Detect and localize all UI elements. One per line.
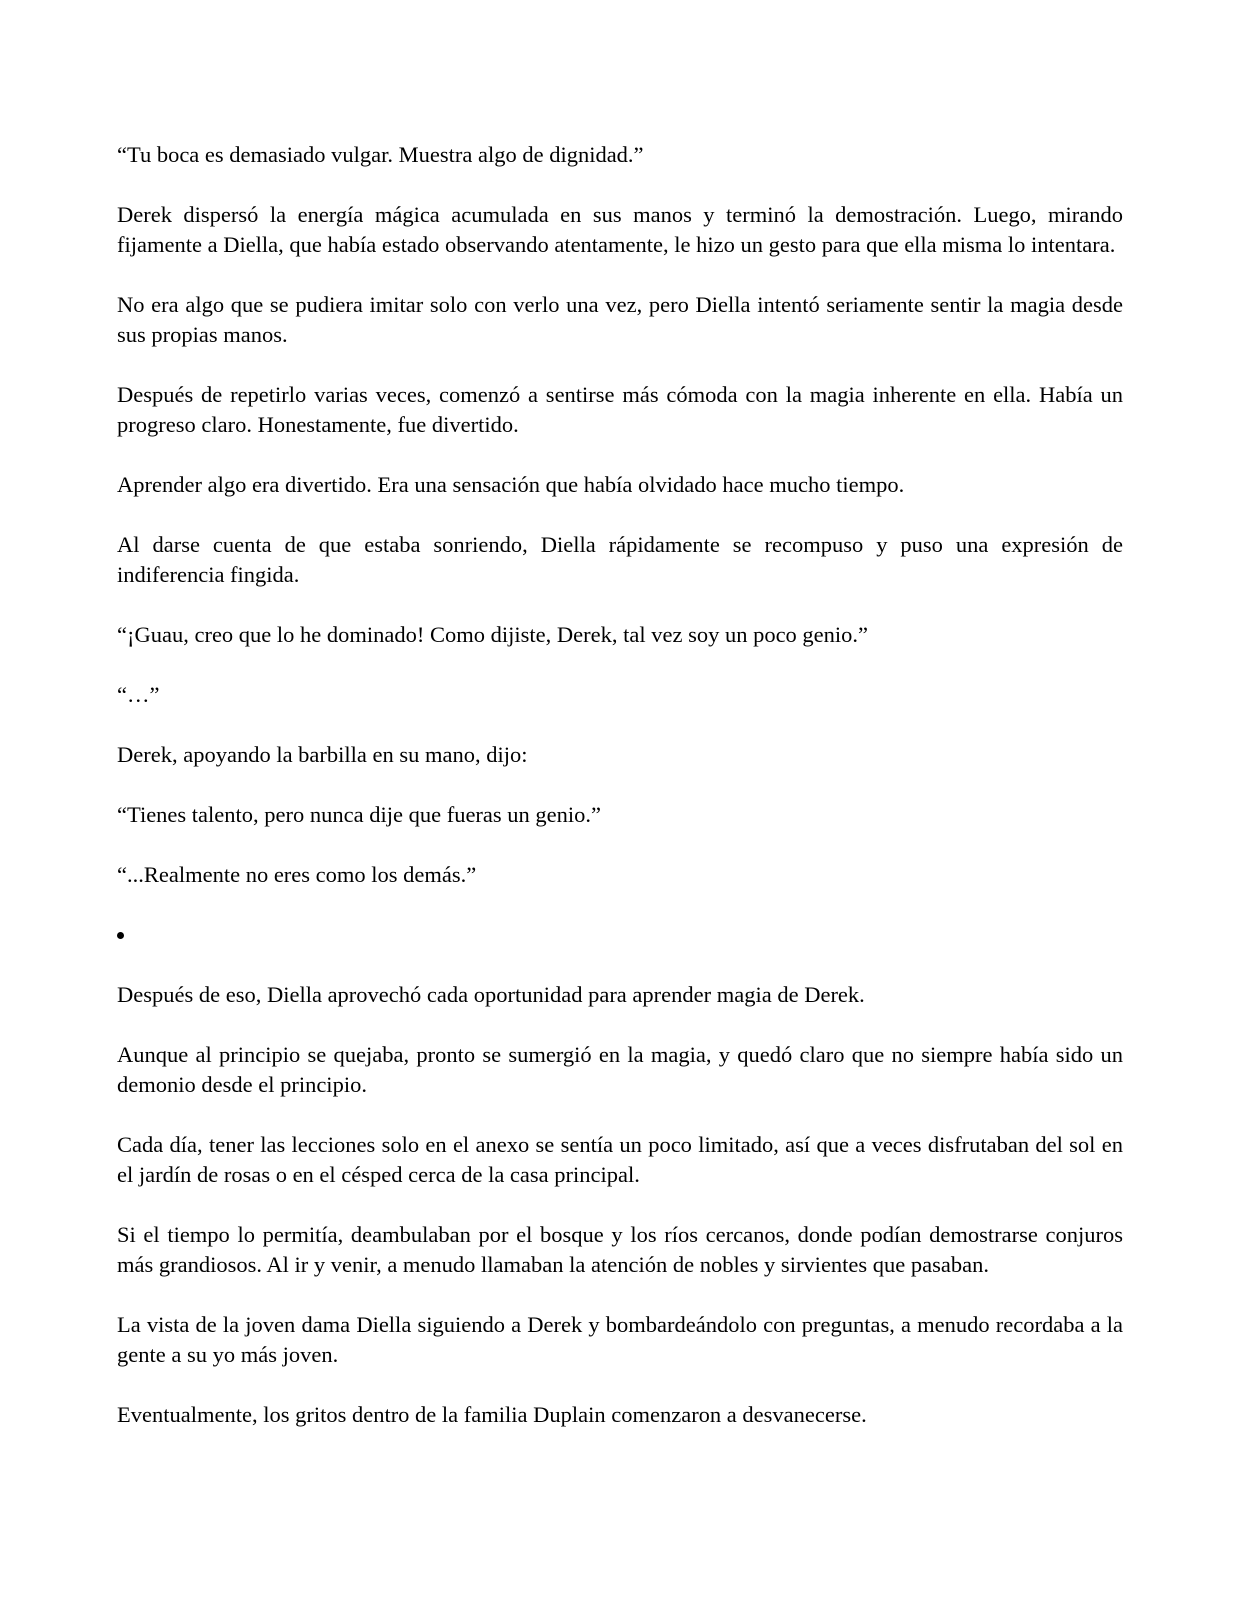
paragraph-5: Aprender algo era divertido. Era una sensación que había olvidado hace mucho tiempo. (117, 472, 905, 497)
paragraph-8: “…” (117, 682, 160, 707)
paragraph-12: Después de eso, Diella aprovechó cada oportunidad para aprender magia de Derek. (117, 982, 865, 1007)
scene-break (117, 920, 1123, 950)
paragraph-1: “Tu boca es demasiado vulgar. Muestra algo de dignidad.” (117, 142, 644, 167)
paragraph-13: Aunque al principio se quejaba, pronto se sumergió en la magia, y quedó claro que no siempre había sido un demonio desde el principio. (117, 1042, 1123, 1097)
paragraph-9: Derek, apoyando la barbilla en su mano, dijo: (117, 742, 528, 767)
paragraph-10: “Tienes talento, pero nunca dije que fueras un genio.” (117, 802, 602, 827)
document-page (117, 140, 1123, 1460)
paragraph-17: Eventualmente, los gritos dentro de la familia Duplain comenzaron a desvanecerse. (117, 1402, 867, 1427)
bullet-dot-icon (117, 932, 124, 939)
paragraph-6: Al darse cuenta de que estaba sonriendo, Diella rápidamente se recompuso y puso una expresión de indiferencia fingida. (117, 532, 1123, 587)
paragraph-15: Si el tiempo lo permitía, deambulaban por el bosque y los ríos cercanos, donde podían demostrarse conjuros más grandiosos. Al ir y venir, a menudo llamaban la atención de nobles y sirvientes que pasaban. (117, 1222, 1123, 1277)
paragraph-14: Cada día, tener las lecciones solo en el anexo se sentía un poco limitado, así que a veces disfrutaban del sol en el jardín de rosas o en el césped cerca de la casa principal. (117, 1132, 1123, 1187)
paragraph-4: Después de repetirlo varias veces, comenzó a sentirse más cómoda con la magia inherente en ella. Había un progreso claro. Honestamente, fue divertido. (117, 382, 1123, 437)
paragraph-2: Derek dispersó la energía mágica acumulada en sus manos y terminó la demostración. Luego, mirando fijamente a Diella, que había estado observando atentamente, le hizo un gesto para que ella misma lo intentara. (117, 202, 1123, 257)
paragraph-11: “...Realmente no eres como los demás.” (117, 862, 477, 887)
paragraph-7: “¡Guau, creo que lo he dominado! Como dijiste, Derek, tal vez soy un poco genio.” (117, 622, 869, 647)
paragraph-3: No era algo que se pudiera imitar solo con verlo una vez, pero Diella intentó seriamente sentir la magia desde sus propias manos. (117, 292, 1123, 347)
paragraph-16: La vista de la joven dama Diella siguiendo a Derek y bombardeándolo con preguntas, a menudo recordaba a la gente a su yo más joven. (117, 1312, 1123, 1367)
